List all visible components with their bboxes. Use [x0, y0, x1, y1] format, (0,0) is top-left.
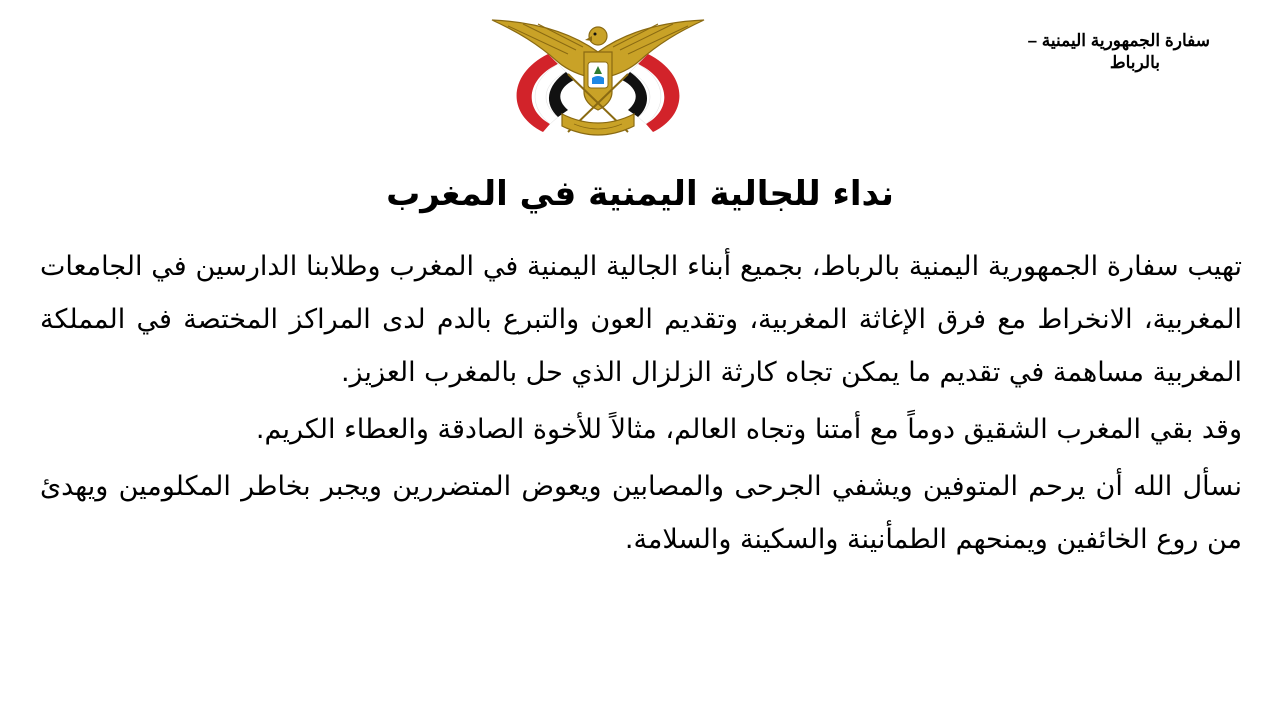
document-title: نداء للجالية اليمنية في المغرب — [386, 174, 894, 214]
paragraph-3: نسأل الله أن يرحم المتوفين ويشفي الجرحى والمصابين ويعوض المتضررين ويجبر بخاطر المكلومين ويهدئ من روع الخائفين ويمنحهم الطمأنينة والسكينة والسلامة. — [40, 471, 1242, 555]
paragraph-2: وقد بقي المغرب الشقيق دوماً مع أمتنا وتجاه العالم، مثالاً للأخوة الصادقة والعطاء الكريم. — [255, 414, 1242, 445]
sender-address — [1020, 30, 1210, 74]
document-body — [40, 240, 1242, 570]
sender-line-1: سفارة الجمهورية اليمنية – — [1027, 31, 1210, 50]
yemen-emblem-icon — [488, 14, 708, 144]
paragraph-1: تهيب سفارة الجمهورية اليمنية بالرباط، بجميع أبناء الجالية اليمنية في المغرب وطلابنا الدارسين في الجامعات المغربية، الانخراط مع فرق الإغاثة المغربية، وتقديم العون والتبرع بالدم لدى المراكز المختصة في المملكة المغربية مساهمة في تقديم ما يمكن تجاه كارثة الزلزال الذي حل بالمغرب العزيز. — [40, 251, 1242, 388]
sender-line-2: بالرباط — [1109, 53, 1160, 72]
